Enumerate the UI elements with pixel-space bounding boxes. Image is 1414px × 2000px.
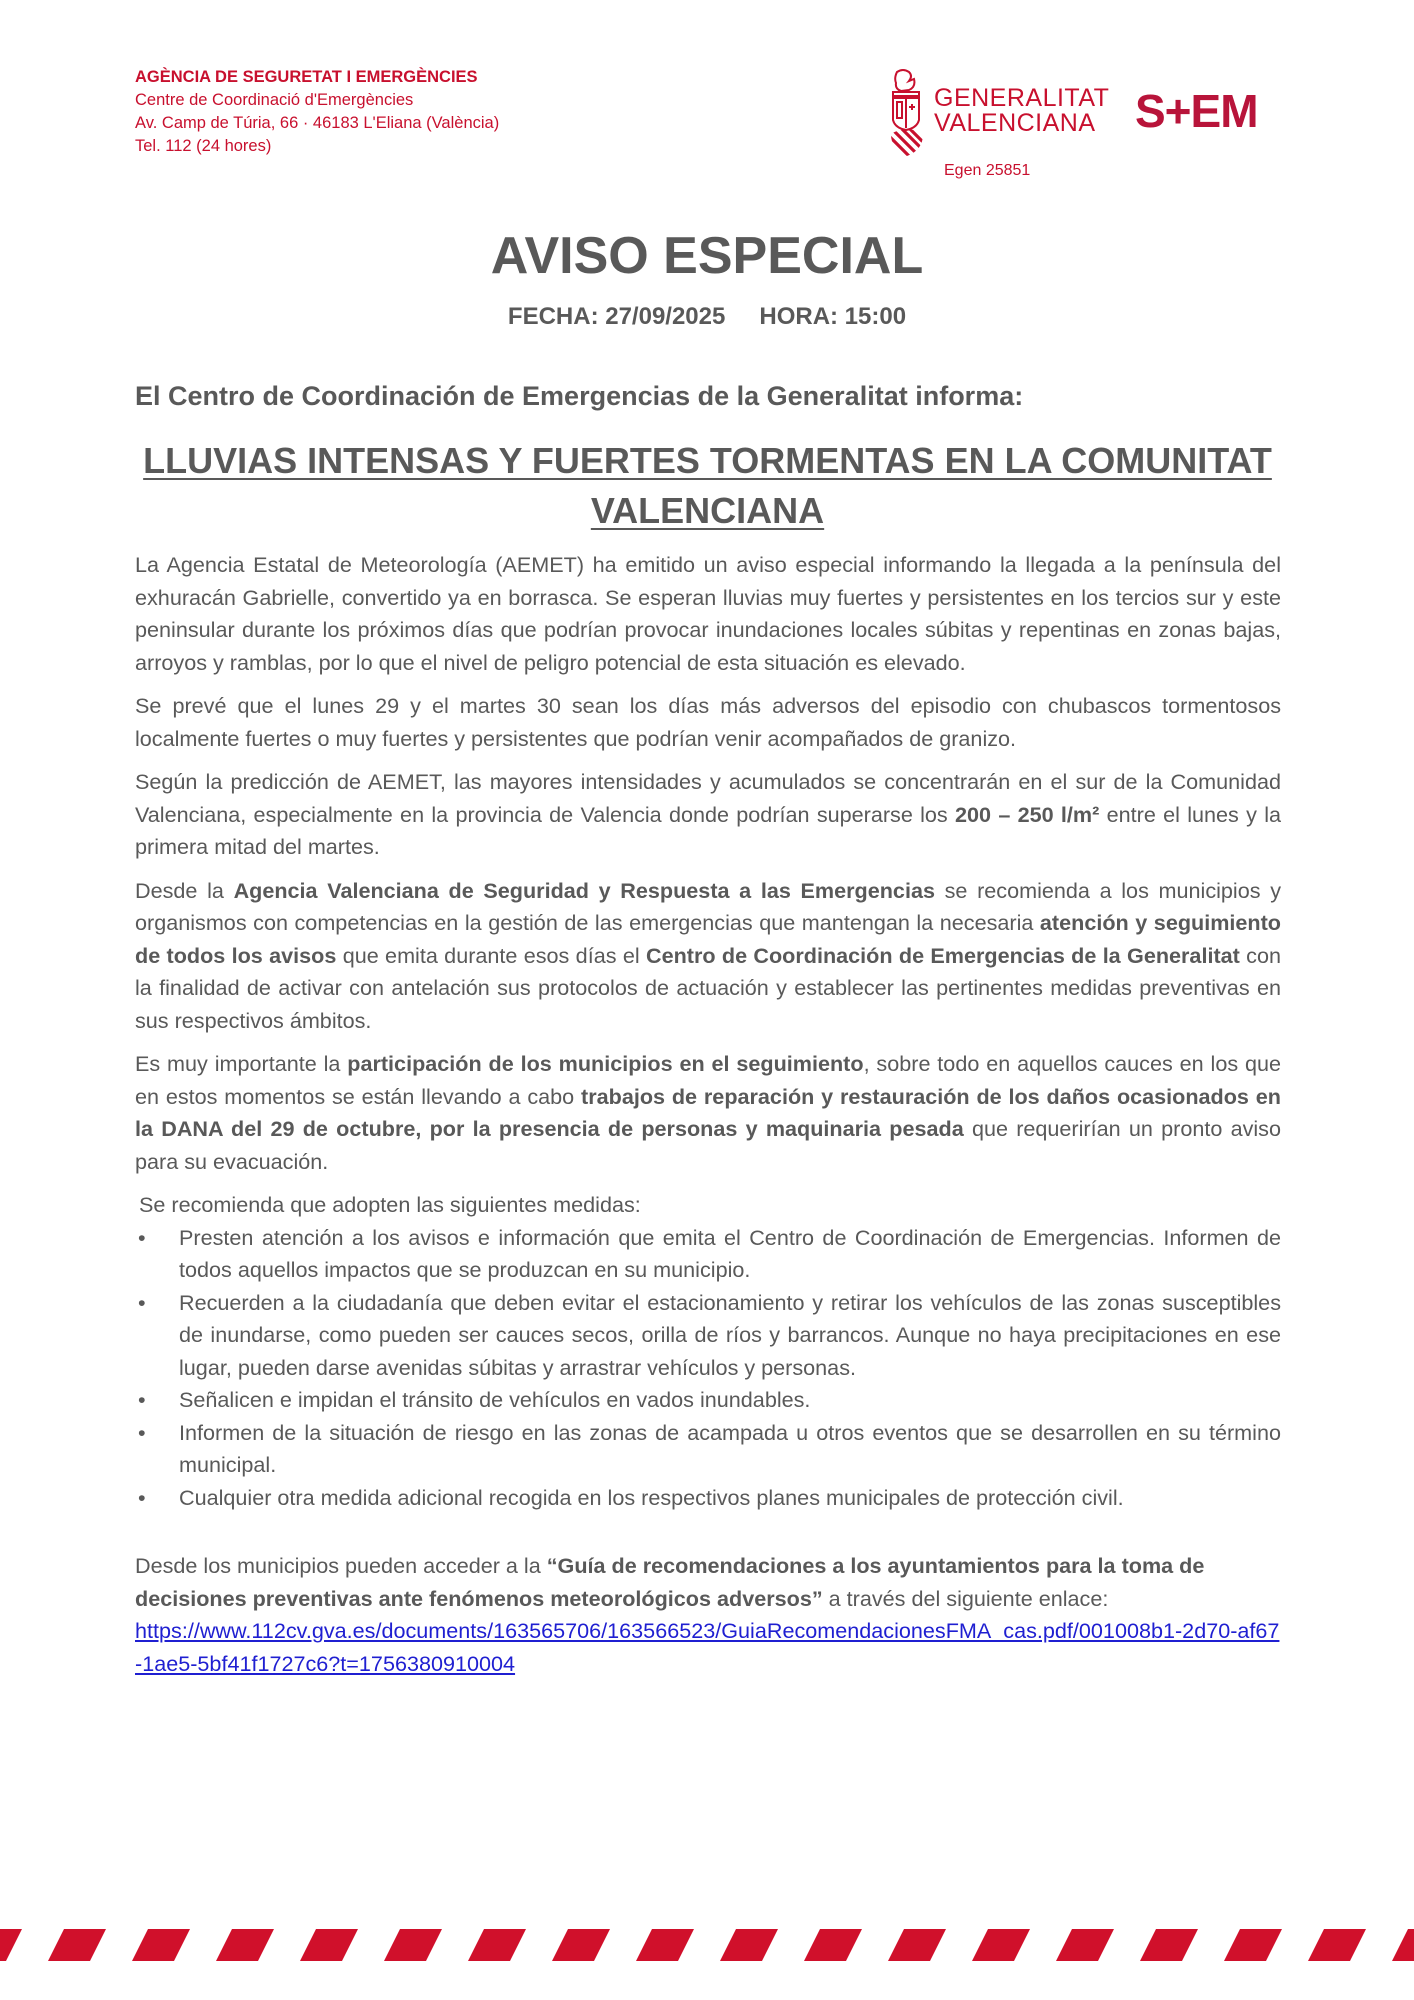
agency-name: AGÈNCIA DE SEGURETAT I EMERGÈNCIES xyxy=(135,68,478,86)
stripe-segment xyxy=(804,1929,862,1961)
measure-item xyxy=(135,1222,1281,1287)
stripe-segment xyxy=(888,1929,946,1961)
bullet-icon: • xyxy=(138,1419,146,1445)
text-segment: , sobre todo en aquellos cauces en los que en estos momentos se están llevando a cabo xyxy=(135,1051,1282,1109)
guide-title: “Guía de recomendaciones a los ayuntamientos para la toma de decisiones preventivas ante fenómenos meteorológicos adversos” xyxy=(135,1553,1205,1611)
text-segment: Se prevé que el lunes 29 y el martes 30 sean los días más adversos del episodio con chubascos tormentosos localmente fuertes o muy fuertes y persistentes que podrían venir acompañados de granizo. xyxy=(135,693,1281,751)
headline: LLUVIAS INTENSAS Y FUERTES TORMENTAS EN LA COMUNITAT VALENCIANA xyxy=(143,440,1272,531)
generalitat-wordmark-line1: GENERALITAT xyxy=(934,84,1110,112)
stripe-segment xyxy=(1224,1929,1282,1961)
text-segment: con la finalidad de activar con antelación sus protocolos de actuación y establecer las pertinentes medidas preventivas en sus respectivos ámbitos. xyxy=(135,942,1281,1033)
notice-date: FECHA: 27/09/2025 xyxy=(507,303,726,330)
stripe-segment xyxy=(216,1929,274,1961)
bullet-icon: • xyxy=(138,1484,146,1510)
text-segment: La Agencia Estatal de Meteorología (AEMET) ha emitido un aviso especial informando la llegada a la península del exhuracán Gabrielle, convertido ya en borrasca. Se esperan lluvias muy fuertes y persistentes en los tercios sur y este peninsular durante los próximos días que podrían provocar inundaciones locales súbitas y repentinas en zonas bajas, arroyos y ramblas, por lo que el nivel de peligro potencial de esta situación es elevado. xyxy=(135,552,1281,675)
stripe-segment xyxy=(1308,1929,1366,1961)
measure-item xyxy=(135,1417,1281,1482)
bullet-icon: • xyxy=(138,1387,146,1412)
measure-item xyxy=(135,1384,1281,1417)
generalitat-wordmark xyxy=(934,86,1109,136)
generalitat-logo xyxy=(887,68,1110,158)
text-segment: que emita durante esos días el xyxy=(336,942,646,968)
body-paragraph xyxy=(135,766,1281,864)
stripe-segment xyxy=(972,1929,1030,1961)
stripe-segment xyxy=(1056,1929,1114,1961)
bold-text: participación de los municipios en el seguimiento xyxy=(347,1051,864,1076)
text-segment: Es muy importante la xyxy=(135,1051,348,1076)
measure-item xyxy=(135,1482,1281,1515)
body-paragraph xyxy=(135,875,1281,1038)
stripe-segment xyxy=(720,1929,778,1961)
hazard-stripe-footer xyxy=(0,1925,1414,1965)
stripe-segment xyxy=(636,1929,694,1961)
text-segment: Desde la xyxy=(135,877,234,903)
body-paragraph xyxy=(135,549,1281,679)
stripe-segment xyxy=(48,1929,106,1961)
measure-text: Recuerden a la ciudadanía que deben evitar el estacionamiento y retirar los vehículos de las zonas susceptibles de inundarse, como pueden ser cauces secos, orilla de ríos y barrancos. Aunque no haya precipitaciones en ese lugar, pueden darse avenidas súbitas y arrastrar vehículos y personas. xyxy=(179,1289,1281,1380)
bold-text: trabajos de reparación y restauración de los daños ocasionados en la DANA del 29 de octubre, por la presencia de personas y maquinaria pesada xyxy=(135,1083,1281,1141)
generalitat-wordmark-line2: VALENCIANA xyxy=(934,109,1096,137)
text-segment: entre el lunes y la primera mitad del martes. xyxy=(135,801,1281,859)
measure-text: Cualquier otra medida adicional recogida en los respectivos planes municipales de protección civil. xyxy=(179,1484,1124,1510)
body-paragraph xyxy=(135,690,1281,755)
stripe-segment xyxy=(384,1929,442,1961)
measures-lead: Se recomienda que adopten las siguientes medidas: xyxy=(139,1192,641,1217)
agency-header xyxy=(135,66,499,158)
bold-text: 200 – 250 l/m² xyxy=(955,801,1100,827)
bullet-icon: • xyxy=(138,1289,146,1315)
page-title: AVISO ESPECIAL xyxy=(490,227,924,285)
measure-item xyxy=(135,1287,1281,1385)
bold-text: atención y seguimiento de todos los avisos xyxy=(135,910,1281,968)
guide-link[interactable]: https://www.112cv.gva.es/documents/163565706/163566523/GuiaRecomendacionesFMA_cas.pdf/001008b1-2d70-af67-1ae5-5bf41f1727c6?t=1756380910004 xyxy=(135,1618,1280,1676)
guide-after: a través del siguiente enlace: xyxy=(822,1585,1109,1611)
notice-datetime xyxy=(0,303,1414,331)
measure-text: Señalicen e impidan el tránsito de vehículos en vados inundables. xyxy=(179,1387,811,1412)
center-name: Centre de Coordinació d'Emergències xyxy=(135,91,414,109)
stripe-segment xyxy=(300,1929,358,1961)
coat-of-arms-icon xyxy=(887,68,927,156)
agency-address: Av. Camp de Túria, 66 · 46183 L'Eliana (València) xyxy=(135,114,500,132)
stripe-segment xyxy=(468,1929,526,1961)
notice-time: HORA: 15:00 xyxy=(759,303,907,330)
reference-number: Egen 25851 xyxy=(944,162,1031,179)
sem-logo: S+EM xyxy=(1135,85,1258,137)
document-body xyxy=(135,549,1281,1691)
measure-text: Presten atención a los avisos e información que emita el Centro de Coordinación de Emergencias. Informen de todos aquellos impactos que se produzcan en su municipio. xyxy=(179,1224,1281,1282)
bold-text: Centro de Coordinación de Emergencias de la Generalitat xyxy=(645,942,1240,968)
stripe-segment xyxy=(552,1929,610,1961)
measures-list xyxy=(135,1222,1281,1515)
guide-paragraph xyxy=(135,1550,1281,1680)
stripe-segment xyxy=(1140,1929,1198,1961)
measure-text: Informen de la situación de riesgo en las zonas de acampada u otros eventos que se desarrollen en su término municipal. xyxy=(179,1419,1281,1477)
bold-text: Agencia Valenciana de Seguridad y Respuesta a las Emergencias xyxy=(233,877,935,903)
stripe-segment xyxy=(132,1929,190,1961)
guide-before: Desde los municipios pueden acceder a la xyxy=(135,1553,547,1578)
intro-line: El Centro de Coordinación de Emergencias de la Generalitat informa: xyxy=(135,381,1024,411)
text-segment: Según la predicción de AEMET, las mayores intensidades y acumulados se concentrarán en el sur de la Comunidad Valenciana, especialmente en la provincia de Valencia donde podrían superarse los xyxy=(135,769,1281,827)
agency-phone: Tel. 112 (24 hores) xyxy=(135,137,272,155)
stripe-segment xyxy=(0,1929,22,1961)
stripe-segment xyxy=(1392,1929,1414,1961)
body-paragraph xyxy=(135,1048,1281,1178)
text-segment: que requerirían un pronto aviso para su evacuación. xyxy=(135,1116,1281,1174)
paragraphs xyxy=(135,549,1281,1178)
bullet-icon: • xyxy=(138,1224,146,1250)
text-segment: se recomienda a los municipios y organismos con competencias en la gestión de las emergencias que mantengan la necesaria xyxy=(135,877,1281,935)
